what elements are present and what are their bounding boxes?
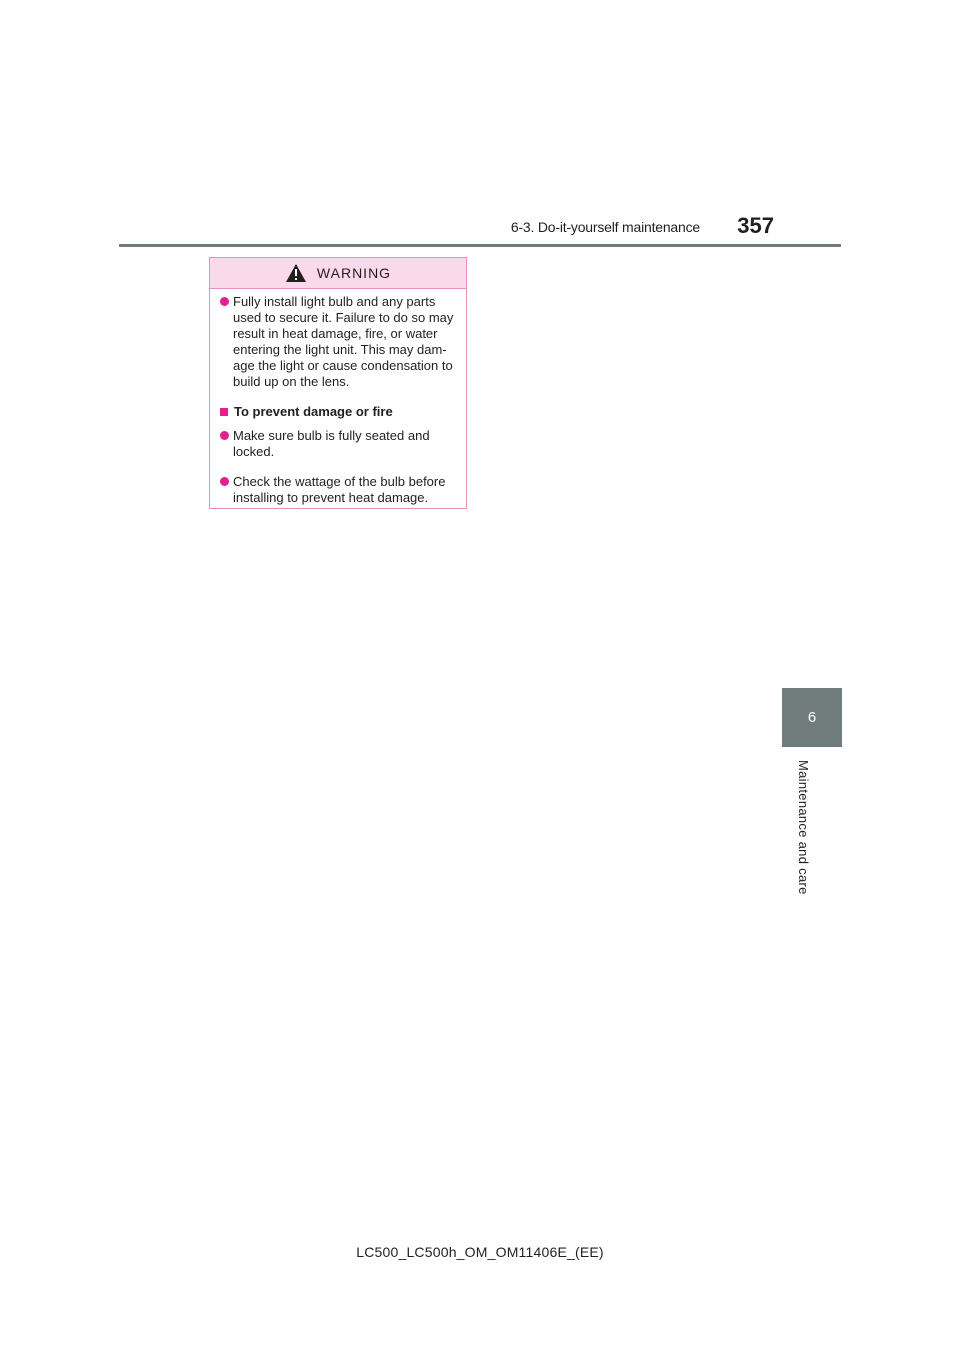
bullet-dot-icon [220, 477, 229, 486]
warning-body [210, 289, 466, 506]
section-heading-text: To prevent damage or fire [234, 404, 393, 419]
bullet-dot-icon [220, 431, 229, 440]
section-title: 6-3. Do-it-yourself maintenance [510, 219, 700, 235]
page-number: 357 [737, 213, 774, 238]
warning-title: WARNING [316, 265, 392, 281]
chapter-tab [782, 688, 842, 747]
header-rule [119, 244, 841, 247]
warning-bullet-text: Check the wattage of the bulb before installing to prevent heat damage. [233, 474, 446, 505]
warning-bullet-text: Fully install light bulb and any parts used to secure it. Failure to do so may result in heat damage, fire, or water entering the light unit. This may dam-age the light or cause condensation to build up on the lens. [233, 294, 454, 389]
warning-box [209, 257, 467, 509]
warning-triangle-icon [285, 263, 307, 283]
bullet-dot-icon [220, 297, 229, 306]
chapter-number: 6 [807, 709, 817, 726]
warning-bullet-item [220, 294, 458, 390]
chapter-label: Maintenance and care [796, 760, 811, 895]
warning-bullet-item [220, 474, 458, 506]
section-square-icon [220, 408, 228, 416]
warning-bullet-text: Make sure bulb is fully seated and locked. [233, 428, 430, 459]
document-code: LC500_LC500h_OM_OM11406E_(EE) [356, 1244, 604, 1260]
warning-bullet-item [220, 428, 458, 460]
warning-header [210, 258, 466, 289]
warning-section-heading [220, 404, 458, 420]
